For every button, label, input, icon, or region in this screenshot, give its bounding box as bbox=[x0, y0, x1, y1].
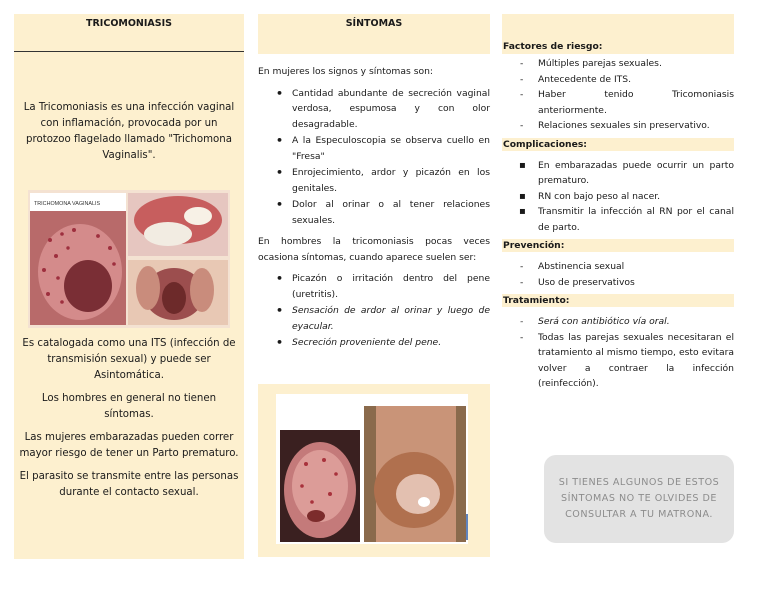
men-intro: En hombres la tricomoniasis pocas veces ocasiona síntomas, cuando aparece suelen ser: bbox=[258, 236, 490, 263]
transmission-paragraph: El parasito se transmite entre las personas durante el contacto sexual. bbox=[19, 471, 239, 498]
prevention-title: Prevención: bbox=[502, 239, 734, 252]
symptoms-photo-panel bbox=[258, 384, 490, 557]
list-item: • Enrojecimiento, ardor y picazón en los genitales. bbox=[292, 165, 490, 196]
pregnancy-paragraph: Las mujeres embarazadas pueden correr mayor riesgo de tener un Parto prematuro. bbox=[19, 432, 239, 459]
list-item: • A la Especuloscopia se observa cuello en "Fresa" bbox=[292, 133, 490, 164]
clinical-photo-collage bbox=[28, 190, 230, 328]
list-item: ▪ Transmitir la infección al RN por el canal de parto. bbox=[538, 204, 734, 235]
complications-title: Complicaciones: bbox=[502, 138, 734, 151]
list-item: • Picazón o irritación dentro del pene (uretritis). bbox=[292, 271, 490, 302]
women-intro: En mujeres los signos y síntomas son: bbox=[258, 66, 434, 77]
list-item: • Cantidad abundante de secreción vaginal verdosa, espumosa y con olor desagradable. bbox=[292, 86, 490, 133]
symptoms-panel bbox=[258, 14, 490, 557]
men-paragraph: Los hombres en general no tienen síntomas. bbox=[41, 393, 217, 420]
treatment-list bbox=[502, 314, 734, 392]
list-item: • Secreción proveniente del pene. bbox=[292, 335, 490, 351]
intro-paragraph: La Tricomoniasis es una infección vaginal con inflamación, provocada por un protozoo flagelado llamado "Trichomona Vaginalis". bbox=[23, 102, 235, 161]
list-item: - Múltiples parejas sexuales. bbox=[538, 56, 734, 72]
prevention-list bbox=[502, 259, 734, 290]
list-item: • Dolor al orinar o al tener relaciones sexuales. bbox=[292, 197, 490, 228]
list-item: - Será con antibiótico vía oral. bbox=[538, 314, 734, 330]
panel-title: TRICOMONIASIS bbox=[14, 14, 244, 52]
its-paragraph: Es catalogada como una ITS (infección de transmisión sexual) y puede ser Asintomática. bbox=[22, 338, 236, 381]
consult-callout: SI TIENES ALGUNOS DE ESTOS SÍNTOMAS NO TE OLVIDES DE CONSULTAR A TU MATRONA. bbox=[544, 455, 734, 543]
risk-panel bbox=[502, 14, 734, 559]
clinical-photo-pair bbox=[276, 394, 468, 544]
men-symptoms-list bbox=[258, 271, 490, 351]
list-item: - Todas las parejas sexuales necesitaran el tratamiento al mismo tiempo, esto evitara volver a contraer la infección (reinfección). bbox=[538, 330, 734, 392]
intro-panel bbox=[14, 14, 244, 559]
list-item: • Sensación de ardor al orinar y luego de eyacular. bbox=[292, 303, 490, 334]
risk-list bbox=[502, 56, 734, 134]
list-item: ▪ RN con bajo peso al nacer. bbox=[538, 189, 734, 205]
image-caption: TRICHOMONA VAGINALIS bbox=[34, 201, 101, 207]
list-item: - Antecedente de ITS. bbox=[538, 72, 734, 88]
list-item: - Haber tenido Tricomoniasis anteriormente. bbox=[538, 87, 734, 118]
risk-title: Factores de riesgo: bbox=[503, 41, 603, 52]
list-item: - Relaciones sexuales sin preservativo. bbox=[538, 118, 734, 134]
treatment-title: Tratamiento: bbox=[502, 294, 734, 307]
list-item: ▪ En embarazadas puede ocurrir un parto prematuro. bbox=[538, 158, 734, 189]
list-item: - Abstinencia sexual bbox=[538, 259, 734, 275]
women-symptoms-list bbox=[258, 86, 490, 229]
panel-title: SÍNTOMAS bbox=[258, 14, 490, 54]
list-item: - Uso de preservativos bbox=[538, 275, 734, 291]
complications-list bbox=[502, 158, 734, 236]
